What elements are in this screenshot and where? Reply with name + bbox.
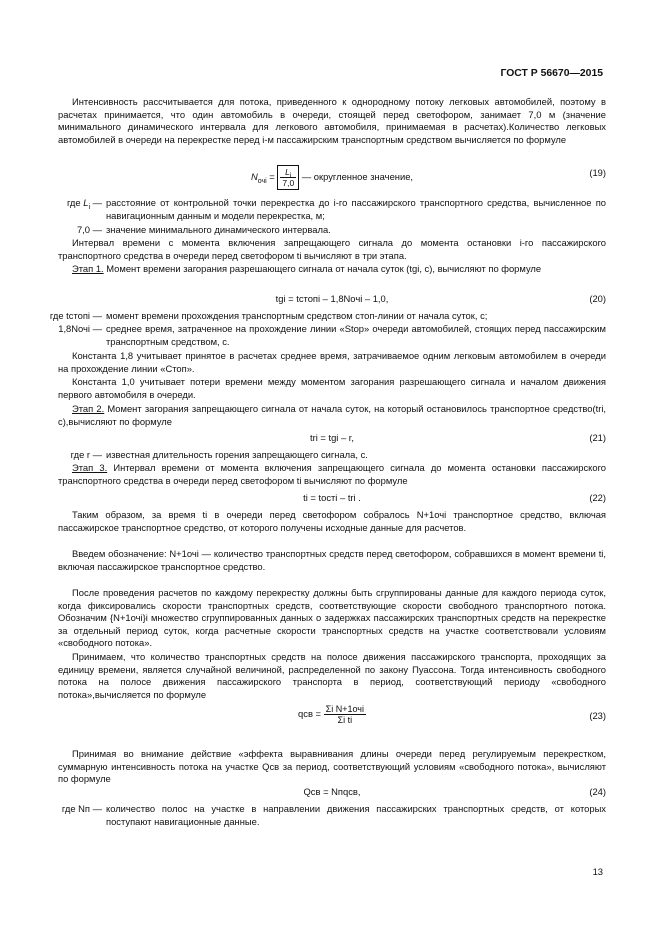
equation-number: (19) bbox=[589, 167, 606, 178]
equation-20 bbox=[58, 293, 606, 307]
definition-Li bbox=[58, 197, 606, 223]
paragraph-grouping: После проведения расчетов по каждому перекрестку должны быть сгруппированы данные для каждого периода суток, когда фиксировались скорости транспортных средств, соответствующие скорости свободного транспортного потока. Обозначим {N+1очi}i множество сгруппированных данных о задержках пассажирских транспортных средств на перекрестке за отдельный период суток, когда расчетные скорости транспортных средств на участке соответствовали условиям «свободного потока». bbox=[58, 587, 606, 649]
paragraph-interval: Интервал времени с момента включения запрещающего сигнала до момента остановки i-го пассажирского транспортного средства в очереди перед светофором ti вычисляют в три этапа. bbox=[58, 237, 606, 261]
equation-21-expression: tri = tgi – r, bbox=[309, 432, 355, 443]
equation-22 bbox=[58, 492, 606, 506]
equation-19 bbox=[58, 161, 606, 189]
paragraph-constant-1-0: Константа 1,0 учитывает потери времени между моментом загорания разрешающего сигнала и началом движения первого автомобиля в очереди. bbox=[58, 376, 606, 400]
equation-23-expression: qсв = $\frac{\text{Σi N+1очi}}{\text{Σi ti}}$ bbox=[298, 704, 364, 725]
definition-1-8N: 1,8Nочi — среднее время, затраченное на прохождение линии «Stop» очереди автомобилей, стоящих перед пассажирским транспортным средством, с. bbox=[58, 323, 606, 347]
equation-20-expression: tgi = tстопi – 1,8Nочi – 1,0, bbox=[275, 293, 389, 304]
equation-number: (24) bbox=[589, 786, 606, 797]
page-number: 13 bbox=[592, 866, 603, 877]
equation-19-expression: $N_{очi}$ = $\frac{L_i}{7,0}$ — округленное значение, bbox=[250, 167, 414, 188]
stage-1-label: Этап 1. bbox=[72, 263, 104, 274]
definition-term: где $L_i$ — bbox=[66, 197, 102, 211]
equation-23 bbox=[58, 702, 606, 738]
definition-tstop: где tстопi — момент времени прохождения транспортным средством стоп-линии от начала суток, с; bbox=[49, 310, 488, 321]
definition-text: значение минимального динамического интервала. bbox=[106, 224, 331, 235]
equation-22-expression: ti = tостi – tri . bbox=[303, 492, 361, 503]
paragraph-stage-3: Этап 3. Интервал времени от момента включения запрещающего сигнала до момента остановки пассажирского транспортного средства в очереди перед светофором ti вычисляют по формуле bbox=[58, 462, 607, 486]
equation-number: (22) bbox=[589, 492, 606, 503]
paragraph-intensity: Интенсивность рассчитывается для потока, приведенного к однородному потоку легковых автомобилей, поэтому в расчетах принимается, что один автомобиль в очереди, стоящей перед светофором, занимает 7,0 м (значение минимального динамического интервала для легкового автомобиля, принимаемая в расчетах).Количество легковых автомобилей в очереди на перекрестке перед i-м пассажирским транспортным средством вычисляется по формуле bbox=[58, 96, 606, 145]
paragraph-stage-2: Этап 2. Момент загорания запрещающего сигнала от начала суток, на который остановилось транспортное средство(tri, с),вычисляют по формуле bbox=[58, 403, 607, 427]
equation-24 bbox=[58, 786, 606, 800]
rounding-bracket bbox=[277, 165, 299, 190]
equation-number: (20) bbox=[589, 293, 606, 304]
equation-24-expression: Qсв = Nпqсв, bbox=[303, 786, 361, 797]
fraction-L-over-7: $\frac{L_i}{7,0}$ bbox=[282, 167, 295, 188]
stage-2-label: Этап 2. bbox=[72, 403, 105, 414]
equation-number: (23) bbox=[589, 710, 606, 721]
paragraph-stage-1: Этап 1. Момент времени загорания разрешающего сигнала от начала суток (tgi, с), вычисляют по формуле bbox=[72, 263, 542, 274]
document-header: ГОСТ Р 56670—2015 bbox=[500, 68, 603, 79]
fraction-q: $\frac{\text{Σi N+1очi}}{\text{Σi ti}}$ bbox=[325, 704, 364, 725]
equation-21 bbox=[58, 432, 606, 446]
definition-r: где r — известная длительность горения запрещающего сигнала, с. bbox=[70, 449, 368, 460]
definition-Np: где Nп — количество полос на участке в направлении движения пассажирских транспортных средств, от которых поступают навигационные данные. bbox=[61, 803, 606, 827]
paragraph-thus: Таким образом, за время ti в очереди перед светофором собралось N+1очi транспортное средство, включая пассажирское транспортное средство, от которого получены исходные данные для расчетов. bbox=[58, 509, 606, 533]
paragraph-poisson: Принимаем, что количество транспортных средств на полосе движения пассажирского транспорта, проходящих за единицу времени, является случайной величиной, распределенной по закону Пуассона. Тогда интенсивность свободного потока на полосе движения пассажирского транспорта в период, соответствующий периоду «свободного потока»,вычисляется по формуле bbox=[58, 651, 606, 700]
stage-3-label: Этап 3. bbox=[72, 462, 108, 473]
definition-term: 7,0 — bbox=[76, 224, 102, 235]
definition-7-0 bbox=[58, 224, 606, 237]
paragraph-constant-1-8: Константа 1,8 учитывает принятое в расчетах среднее время, затрачиваемое одним легковым автомобилем в очереди на прохождение линии «Стоп». bbox=[58, 350, 606, 374]
definition-text: расстояние от контрольной точки перекрестка до i-го пассажирского транспортного средства, вычисленное по навигационным данным и модели перекрестка, м; bbox=[106, 197, 606, 221]
paragraph-notation: Введем обозначение: N+1очi — количество транспортных средств перед светофором, собравшихся в момент времени ti, включая пассажирское транспортное средство. bbox=[58, 548, 606, 572]
equation-number: (21) bbox=[589, 432, 606, 443]
paragraph-effect: Принимая во внимание действие «эффекта выравнивания длины очереди перед регулируемым перекрестком, суммарную интенсивность потока на участке Qсв за период, соответствующий условиям «свободного потока», вычисляют по формуле bbox=[58, 748, 606, 785]
